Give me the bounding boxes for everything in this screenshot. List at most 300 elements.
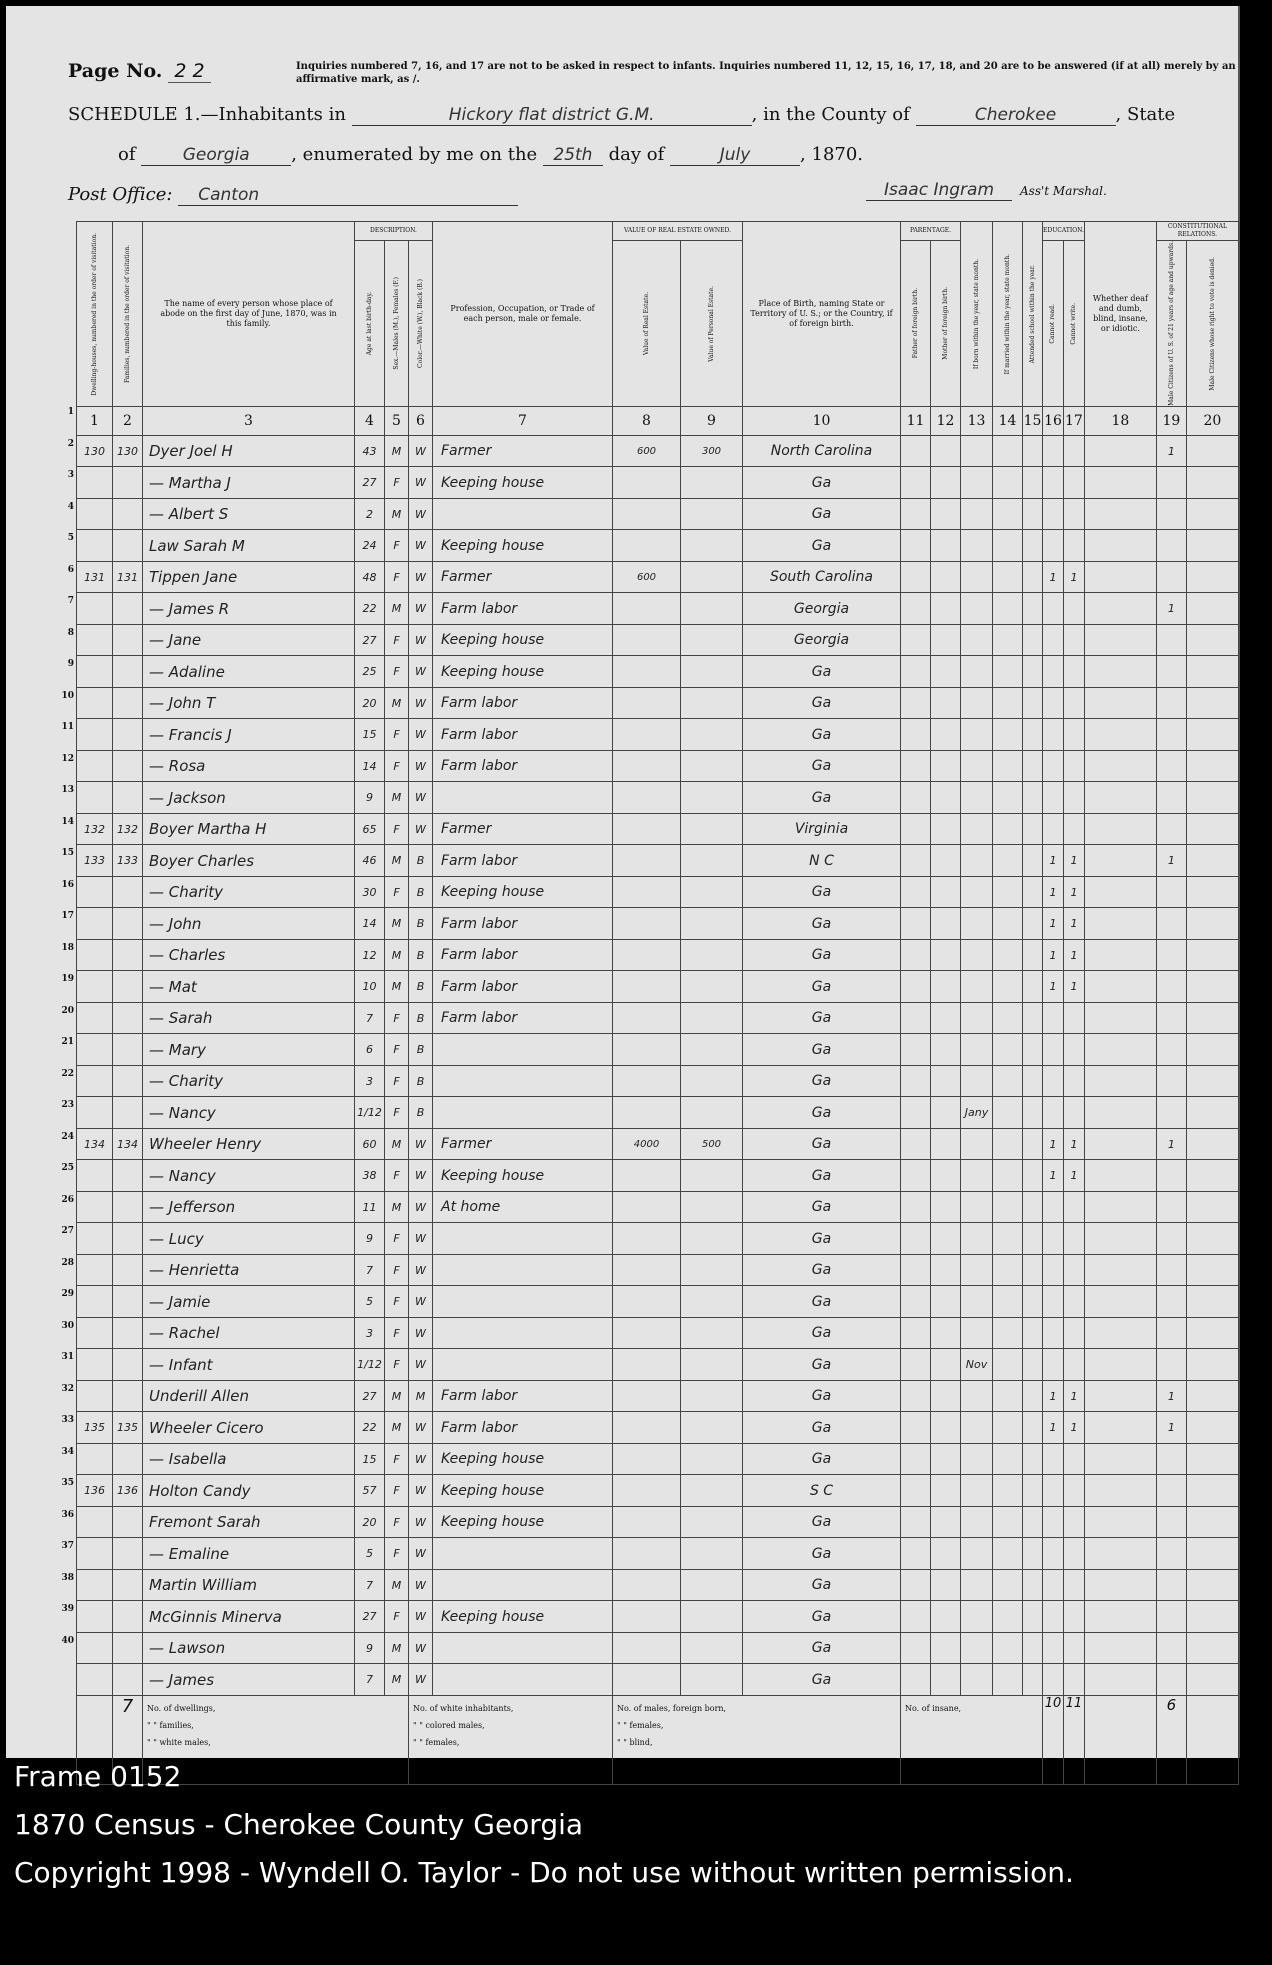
- line-number: 29: [61, 1289, 74, 1299]
- cell-dw: [77, 687, 113, 719]
- cell-fam: [113, 1506, 143, 1538]
- cell-name: Dyer Joel H: [143, 435, 355, 467]
- cell-dw: [77, 1034, 113, 1066]
- cell-c19: [1156, 1475, 1186, 1507]
- cell-c14: [993, 1443, 1023, 1475]
- line-number: 32: [61, 1383, 74, 1394]
- cell-dw: [77, 530, 113, 562]
- cell-c15: [1023, 467, 1043, 499]
- cell-dw: [77, 971, 113, 1003]
- value-group-header: VALUE OF REAL ESTATE OWNED.: [613, 222, 743, 241]
- cell-sex: F: [385, 1506, 409, 1538]
- totals-blind-label: " " blind,: [617, 1737, 653, 1747]
- cell-c17: [1063, 498, 1084, 530]
- cell-name: — Nancy: [143, 1160, 355, 1192]
- cell-color: W: [409, 1317, 433, 1349]
- cell-color: W: [409, 813, 433, 845]
- cell-re: [613, 1034, 681, 1066]
- cell-c11: [901, 813, 931, 845]
- cell-c15: [1023, 719, 1043, 751]
- cell-name: — Mat: [143, 971, 355, 1003]
- cell-color: W: [409, 1128, 433, 1160]
- cell-pe: [681, 1160, 743, 1192]
- schedule-line-3: [68, 184, 518, 206]
- cell-c15: [1023, 1223, 1043, 1255]
- cell-c19: [1156, 813, 1186, 845]
- cell-occ: Farm labor: [433, 1380, 613, 1412]
- cell-c13: [961, 1380, 993, 1412]
- cell-name: — Lucy: [143, 1223, 355, 1255]
- cell-name: — Infant: [143, 1349, 355, 1381]
- cell-c16: [1043, 782, 1064, 814]
- line-number: 12: [61, 753, 74, 764]
- cell-c15: [1023, 1349, 1043, 1381]
- col-1-header: [77, 222, 113, 407]
- cell-occ: [433, 1065, 613, 1097]
- cell-re: [613, 1349, 681, 1381]
- cell-c13: [961, 845, 993, 877]
- cell-pe: [681, 971, 743, 1003]
- line-number: 1: [67, 407, 74, 417]
- cell-re: [613, 1506, 681, 1538]
- line-number: 6: [67, 564, 74, 575]
- column-number: 11: [901, 406, 931, 435]
- cell-c16: [1043, 1065, 1064, 1097]
- cell-name: — Martha J: [143, 467, 355, 499]
- cell-c17: [1063, 813, 1084, 845]
- cell-c11: [901, 593, 931, 625]
- cell-pe: [681, 1380, 743, 1412]
- column-number: 18: [1084, 406, 1156, 435]
- totals-dwellings-label: No. of dwellings,: [147, 1703, 216, 1713]
- cell-c13: [961, 656, 993, 688]
- month-field: July: [670, 145, 800, 166]
- cell-c19: 1: [1156, 845, 1186, 877]
- line-number: 22: [61, 1068, 74, 1079]
- cell-c12: [931, 908, 961, 940]
- cell-re: [613, 750, 681, 782]
- cell-pe: [681, 624, 743, 656]
- cell-c11: [901, 435, 931, 467]
- cell-age: 60: [355, 1128, 385, 1160]
- census-sheet: [6, 6, 1240, 1758]
- cell-c18: [1084, 1349, 1156, 1381]
- year-label: , 1870.: [800, 144, 864, 165]
- cell-birth: Ga: [743, 1664, 901, 1696]
- cell-birth: Ga: [743, 1160, 901, 1192]
- cell-name: Wheeler Henry: [143, 1128, 355, 1160]
- marshal-signature: [866, 180, 1107, 200]
- cell-c20: [1186, 561, 1238, 593]
- cell-c16: [1043, 1223, 1064, 1255]
- cell-c18: [1084, 1191, 1156, 1223]
- census-row: [77, 939, 1239, 971]
- county-field: Cherokee: [916, 105, 1116, 126]
- totals-colored-males-label: " " colored males,: [413, 1720, 485, 1730]
- totals-col-17: 11: [1063, 1695, 1084, 1784]
- cell-c19: [1156, 1664, 1186, 1696]
- cell-c15: [1023, 435, 1043, 467]
- cell-c17: 1: [1063, 939, 1084, 971]
- cell-name: Tippen Jane: [143, 561, 355, 593]
- cell-birth: Ga: [743, 1443, 901, 1475]
- cell-c16: [1043, 687, 1064, 719]
- cell-sex: M: [385, 782, 409, 814]
- cell-c17: 1: [1063, 1160, 1084, 1192]
- column-number: 13: [961, 406, 993, 435]
- cell-c12: [931, 1380, 961, 1412]
- cell-age: 22: [355, 593, 385, 625]
- cell-re: [613, 782, 681, 814]
- line-number: 34: [61, 1446, 74, 1457]
- cell-c18: [1084, 1538, 1156, 1570]
- cell-re: [613, 1664, 681, 1696]
- cell-name: Underill Allen: [143, 1380, 355, 1412]
- cell-occ: Keeping house: [433, 876, 613, 908]
- cell-c16: [1043, 1475, 1064, 1507]
- cell-c19: 1: [1156, 593, 1186, 625]
- cell-c18: [1084, 498, 1156, 530]
- cell-c17: [1063, 530, 1084, 562]
- cell-c16: [1043, 624, 1064, 656]
- census-row: [77, 656, 1239, 688]
- cell-sex: M: [385, 1191, 409, 1223]
- cell-fam: [113, 939, 143, 971]
- cell-c18: [1084, 1506, 1156, 1538]
- cell-c18: [1084, 1569, 1156, 1601]
- cell-sex: M: [385, 939, 409, 971]
- cell-c14: [993, 1034, 1023, 1066]
- cell-age: 24: [355, 530, 385, 562]
- cell-birth: Ga: [743, 971, 901, 1003]
- census-row: [77, 1034, 1239, 1066]
- cell-pe: [681, 467, 743, 499]
- cell-fam: [113, 750, 143, 782]
- cell-dw: [77, 908, 113, 940]
- cell-c20: [1186, 908, 1238, 940]
- census-row: [77, 1443, 1239, 1475]
- cell-c18: [1084, 1286, 1156, 1318]
- cell-c12: [931, 656, 961, 688]
- cell-c20: [1186, 1569, 1238, 1601]
- cell-c12: [931, 1569, 961, 1601]
- schedule-label: SCHEDULE 1.—Inhabitants in: [68, 104, 346, 125]
- column-number: 2: [113, 406, 143, 435]
- cell-pe: [681, 908, 743, 940]
- cell-c12: [931, 1286, 961, 1318]
- cell-dw: [77, 876, 113, 908]
- cell-c18: [1084, 624, 1156, 656]
- cell-c14: [993, 876, 1023, 908]
- cell-occ: [433, 1317, 613, 1349]
- cell-occ: Keeping house: [433, 624, 613, 656]
- col-8-header: [613, 241, 681, 407]
- cell-c13: [961, 1002, 993, 1034]
- cell-c14: [993, 813, 1023, 845]
- cell-dw: [77, 1538, 113, 1570]
- cell-color: B: [409, 1002, 433, 1034]
- col-13-text: If born within the year, state month.: [973, 258, 980, 370]
- cell-fam: [113, 1097, 143, 1129]
- column-number: 15: [1023, 406, 1043, 435]
- cell-c14: [993, 1160, 1023, 1192]
- cell-c12: [931, 971, 961, 1003]
- cell-c19: 1: [1156, 435, 1186, 467]
- cell-birth: Ga: [743, 1065, 901, 1097]
- cell-fam: [113, 1254, 143, 1286]
- cell-birth: Ga: [743, 782, 901, 814]
- cell-c11: [901, 845, 931, 877]
- line-number: 37: [61, 1541, 74, 1551]
- cell-c13: [961, 813, 993, 845]
- cell-c18: [1084, 1664, 1156, 1696]
- cell-dw: [77, 467, 113, 499]
- census-row: [77, 1538, 1239, 1570]
- cell-sex: F: [385, 1286, 409, 1318]
- cell-c15: [1023, 1097, 1043, 1129]
- cell-dw: [77, 1664, 113, 1696]
- cell-color: W: [409, 656, 433, 688]
- cell-c20: [1186, 719, 1238, 751]
- cell-age: 27: [355, 1601, 385, 1633]
- cell-c14: [993, 1128, 1023, 1160]
- cell-c15: [1023, 876, 1043, 908]
- cell-c12: [931, 1128, 961, 1160]
- cell-c13: [961, 1160, 993, 1192]
- census-row: [77, 1380, 1239, 1412]
- cell-occ: [433, 1538, 613, 1570]
- line-number: 17: [61, 911, 74, 921]
- post-office-label: Post Office:: [68, 184, 173, 205]
- column-number: 12: [931, 406, 961, 435]
- cell-c18: [1084, 876, 1156, 908]
- cell-pe: [681, 939, 743, 971]
- census-row: [77, 1065, 1239, 1097]
- cell-c15: [1023, 845, 1043, 877]
- cell-name: — Mary: [143, 1034, 355, 1066]
- cell-fam: 132: [113, 813, 143, 845]
- cell-birth: N C: [743, 845, 901, 877]
- cell-c14: [993, 498, 1023, 530]
- line-number: 19: [61, 974, 74, 984]
- cell-dw: [77, 1632, 113, 1664]
- cell-c16: [1043, 1097, 1064, 1129]
- cell-c20: [1186, 813, 1238, 845]
- cell-re: [613, 687, 681, 719]
- education-group-header: EDUCATION.: [1043, 222, 1085, 241]
- cell-birth: Ga: [743, 1002, 901, 1034]
- totals-dwellings-block: [143, 1695, 409, 1784]
- column-number: 9: [681, 406, 743, 435]
- cell-name: — Adaline: [143, 656, 355, 688]
- census-row: [77, 1349, 1239, 1381]
- cell-c14: [993, 624, 1023, 656]
- col-7-header: Profession, Occupation, or Trade of each person, male or female.: [433, 222, 613, 407]
- cell-re: [613, 1538, 681, 1570]
- cell-dw: [77, 1349, 113, 1381]
- cell-c15: [1023, 1191, 1043, 1223]
- cell-age: 48: [355, 561, 385, 593]
- cell-re: [613, 908, 681, 940]
- cell-occ: Keeping house: [433, 1475, 613, 1507]
- cell-c15: [1023, 1286, 1043, 1318]
- cell-pe: [681, 719, 743, 751]
- cell-color: W: [409, 467, 433, 499]
- page-number-value: 2 2: [168, 60, 210, 83]
- cell-birth: Ga: [743, 656, 901, 688]
- cell-c15: [1023, 624, 1043, 656]
- cell-birth: Ga: [743, 498, 901, 530]
- cell-c18: [1084, 1097, 1156, 1129]
- cell-sex: M: [385, 1569, 409, 1601]
- cell-c19: [1156, 624, 1186, 656]
- line-number: 14: [61, 816, 74, 827]
- cell-re: [613, 1065, 681, 1097]
- cell-c12: [931, 1097, 961, 1129]
- col-16-text: Cannot read.: [1049, 303, 1057, 344]
- cell-sex: M: [385, 435, 409, 467]
- day-label: day of: [608, 144, 665, 165]
- cell-c12: [931, 561, 961, 593]
- cell-pe: [681, 1443, 743, 1475]
- col-5-text: Sex.—Males (M.), Females (F.): [393, 277, 400, 370]
- cell-c12: [931, 467, 961, 499]
- cell-c14: [993, 1065, 1023, 1097]
- census-row: [77, 593, 1239, 625]
- cell-c11: [901, 1317, 931, 1349]
- totals-row: [77, 1695, 1239, 1784]
- cell-c13: [961, 1191, 993, 1223]
- cell-c16: 1: [1043, 876, 1064, 908]
- totals-families-label: " " families,: [147, 1720, 194, 1730]
- census-row: [77, 1506, 1239, 1538]
- cell-re: [613, 1223, 681, 1255]
- census-row: [77, 687, 1239, 719]
- cell-c20: [1186, 1443, 1238, 1475]
- cell-re: [613, 939, 681, 971]
- totals-white-males-label: " " white males,: [147, 1737, 211, 1747]
- census-rows: [77, 435, 1239, 1695]
- line-number: 8: [67, 627, 74, 638]
- cell-occ: Farmer: [433, 813, 613, 845]
- col-6-text: Color.—White (W.), Black (B.): [417, 278, 424, 368]
- cell-c14: [993, 1601, 1023, 1633]
- cell-c16: 1: [1043, 1412, 1064, 1444]
- cell-c18: [1084, 1128, 1156, 1160]
- cell-c15: [1023, 687, 1043, 719]
- line-number: 2: [67, 438, 74, 449]
- cell-pe: [681, 1475, 743, 1507]
- cell-pe: [681, 1317, 743, 1349]
- cell-fam: [113, 719, 143, 751]
- cell-c12: [931, 750, 961, 782]
- cell-age: 15: [355, 719, 385, 751]
- cell-pe: [681, 1412, 743, 1444]
- cell-c13: [961, 498, 993, 530]
- col-3-header: The name of every person whose place of abode on the first day of June, 1870, was in this family.: [143, 222, 355, 407]
- cell-sex: F: [385, 1034, 409, 1066]
- cell-c17: [1063, 750, 1084, 782]
- cell-color: B: [409, 1034, 433, 1066]
- cell-re: [613, 1380, 681, 1412]
- cell-c16: [1043, 1601, 1064, 1633]
- cell-fam: 135: [113, 1412, 143, 1444]
- day-field: 25th: [543, 145, 603, 166]
- cell-name: — Nancy: [143, 1097, 355, 1129]
- cell-c11: [901, 1380, 931, 1412]
- cell-c12: [931, 435, 961, 467]
- cell-c11: [901, 908, 931, 940]
- cell-sex: M: [385, 908, 409, 940]
- cell-name: Martin William: [143, 1569, 355, 1601]
- cell-age: 14: [355, 908, 385, 940]
- cell-c13: [961, 1034, 993, 1066]
- cell-sex: F: [385, 1601, 409, 1633]
- cell-color: W: [409, 1664, 433, 1696]
- post-office-field: Canton: [178, 185, 518, 206]
- cell-c18: [1084, 1443, 1156, 1475]
- census-row: [77, 845, 1239, 877]
- cell-c12: [931, 845, 961, 877]
- totals-col-16: 10: [1043, 1695, 1064, 1784]
- cell-c16: [1043, 1506, 1064, 1538]
- page-number: [68, 60, 211, 82]
- cell-c17: [1063, 687, 1084, 719]
- cell-name: — James R: [143, 593, 355, 625]
- cell-c17: [1063, 1632, 1084, 1664]
- cell-color: W: [409, 498, 433, 530]
- cell-c16: [1043, 750, 1064, 782]
- census-table: [76, 221, 1241, 1785]
- col-15-header: [1023, 222, 1043, 407]
- cell-birth: South Carolina: [743, 561, 901, 593]
- cell-c17: [1063, 782, 1084, 814]
- cell-birth: Ga: [743, 1538, 901, 1570]
- cell-fam: [113, 1065, 143, 1097]
- cell-c15: [1023, 498, 1043, 530]
- cell-c14: [993, 530, 1023, 562]
- cell-fam: [113, 687, 143, 719]
- column-number: 20: [1186, 406, 1238, 435]
- cell-c12: [931, 1349, 961, 1381]
- cell-occ: Keeping house: [433, 656, 613, 688]
- cell-dw: [77, 1569, 113, 1601]
- cell-c19: [1156, 1002, 1186, 1034]
- cell-c19: [1156, 1538, 1186, 1570]
- cell-c16: 1: [1043, 908, 1064, 940]
- cell-c20: [1186, 971, 1238, 1003]
- cell-c13: [961, 435, 993, 467]
- cell-sex: F: [385, 1317, 409, 1349]
- cell-pe: [681, 1286, 743, 1318]
- cell-c19: [1156, 656, 1186, 688]
- totals-females-label-1: " " females,: [413, 1737, 460, 1747]
- cell-c20: [1186, 435, 1238, 467]
- cell-sex: M: [385, 593, 409, 625]
- cell-dw: 133: [77, 845, 113, 877]
- cell-sex: F: [385, 1349, 409, 1381]
- cell-name: — Rosa: [143, 750, 355, 782]
- cell-dw: [77, 1191, 113, 1223]
- cell-c20: [1186, 1506, 1238, 1538]
- cell-c15: [1023, 593, 1043, 625]
- cell-c15: [1023, 656, 1043, 688]
- cell-dw: [77, 1443, 113, 1475]
- cell-c13: [961, 1538, 993, 1570]
- cell-c15: [1023, 813, 1043, 845]
- cell-re: [613, 1254, 681, 1286]
- cell-c14: [993, 687, 1023, 719]
